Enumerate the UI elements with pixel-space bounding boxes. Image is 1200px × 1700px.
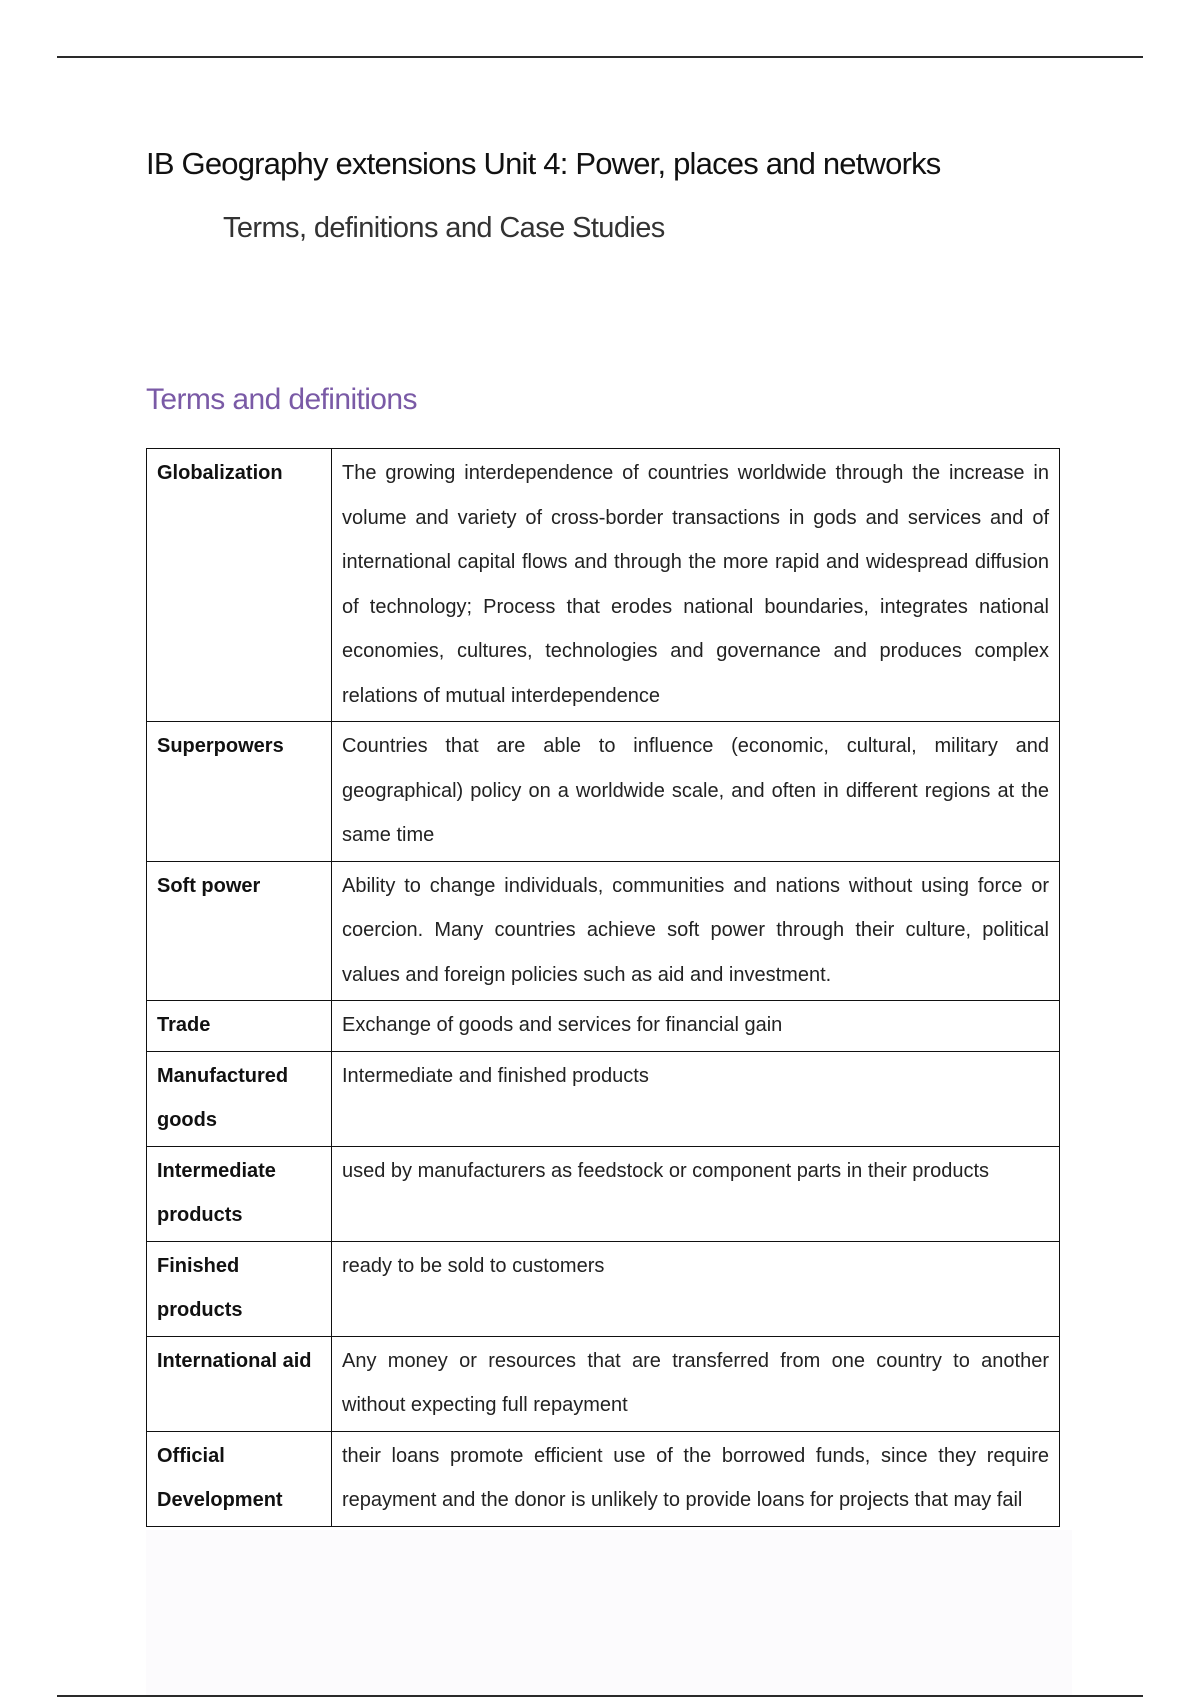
table-row xyxy=(147,1431,1060,1526)
document-title: IB Geography extensions Unit 4: Power, places and networks xyxy=(146,146,941,181)
definition-cell: their loans promote efficient use of the borrowed funds, since they require repayment and the donor is unlikely to provide loans for projects that may fail xyxy=(332,1431,1060,1526)
term-cell: Soft power xyxy=(147,861,332,1001)
definition-cell: Countries that are able to influence (economic, cultural, military and geographical) policy on a worldwide scale, and often in different regions at the same time xyxy=(332,722,1060,862)
term-cell: Superpowers xyxy=(147,722,332,862)
table-row xyxy=(147,1241,1060,1336)
table-row xyxy=(147,1146,1060,1241)
definition-cell: used by manufacturers as feedstock or component parts in their products xyxy=(332,1146,1060,1241)
term-cell: Globalization xyxy=(147,449,332,722)
term-cell: Trade xyxy=(147,1001,332,1052)
term-cell: Intermediate products xyxy=(147,1146,332,1241)
definition-cell: Intermediate and finished products xyxy=(332,1051,1060,1146)
definition-cell: Ability to change individuals, communities and nations without using force or coercion. Many countries achieve soft power through their culture, political values and foreign policies such as aid and investment. xyxy=(332,861,1060,1001)
definition-cell: The growing interdependence of countries worldwide through the increase in volume and variety of cross-border transactions in gods and services and of international capital flows and through the more rapid and widespread diffusion of technology; Process that erodes national boundaries, integrates national economies, cultures, technologies and governance and produces complex relations of mutual interdependence xyxy=(332,449,1060,722)
bottom-rule xyxy=(57,1695,1143,1697)
terms-table xyxy=(146,448,1060,1527)
term-cell: Manufactured goods xyxy=(147,1051,332,1146)
table-row xyxy=(147,722,1060,862)
table-row xyxy=(147,861,1060,1001)
section-heading-terms: Terms and definitions xyxy=(146,383,417,416)
table-row xyxy=(147,1051,1060,1146)
table-row xyxy=(147,449,1060,722)
term-cell: International aid xyxy=(147,1336,332,1431)
top-rule xyxy=(57,56,1143,58)
table-row xyxy=(147,1001,1060,1052)
definition-cell: Exchange of goods and services for financial gain xyxy=(332,1001,1060,1052)
definition-cell: ready to be sold to customers xyxy=(332,1241,1060,1336)
table-row xyxy=(147,1336,1060,1431)
term-cell: Official Development xyxy=(147,1431,332,1526)
term-cell: Finished products xyxy=(147,1241,332,1336)
page-shade xyxy=(146,1530,1072,1695)
document-subtitle: Terms, definitions and Case Studies xyxy=(223,212,665,244)
definition-cell: Any money or resources that are transferred from one country to another without expecting full repayment xyxy=(332,1336,1060,1431)
